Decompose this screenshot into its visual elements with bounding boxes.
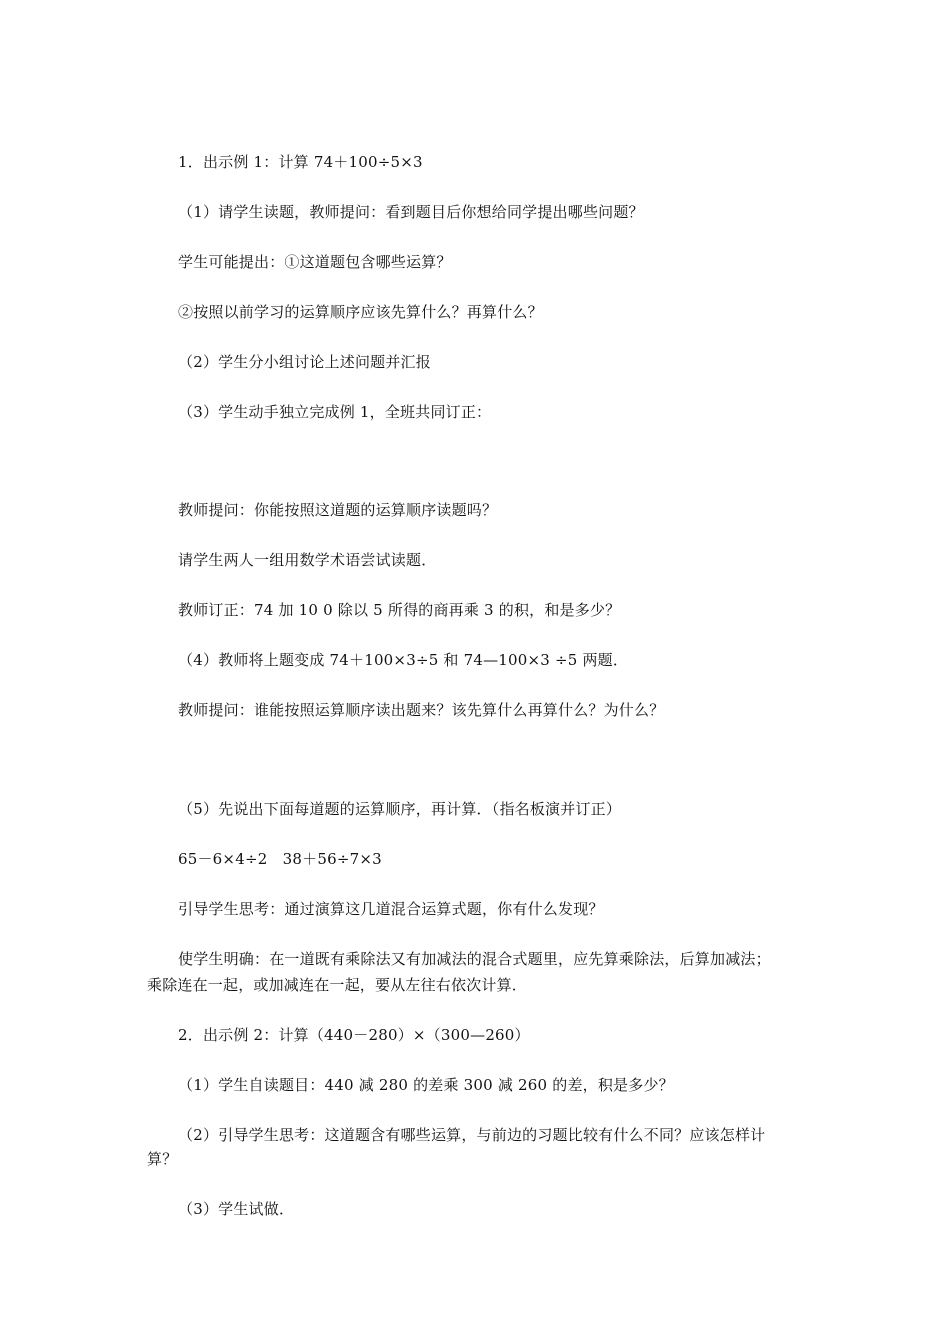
- teacher-question-1: 教师提问：你能按照这道题的运算顺序读题吗？: [178, 501, 498, 519]
- teacher-question-2: 教师提问：谁能按照运算顺序读出题来？该先算什么再算什么？为什么？: [178, 701, 665, 719]
- student-question-1: 学生可能提出：①这道题包含哪些运算？: [178, 253, 452, 271]
- example-2-step-2-line-1: （2）引导学生思考：这道题含有哪些运算，与前边的习题比较有什么不同？应该怎样计: [178, 1126, 766, 1144]
- pair-reading-instruction: 请学生两人一组用数学术语尝试读题．: [178, 551, 437, 569]
- step-3-text: （3）学生动手独立完成例 1，全班共同订正：: [178, 403, 492, 421]
- step-1-text: （1）请学生读题，教师提问：看到题目后你想给同学提出哪些问题？: [178, 203, 644, 221]
- student-question-2: ②按照以前学习的运算顺序应该先算什么？再算什么？: [178, 303, 543, 321]
- teacher-correction: 教师订正：74 加 10 0 除以 5 所得的商再乘 3 的积，和是多少？: [178, 601, 621, 619]
- rule-statement-line-1: 使学生明确：在一道既有乘除法又有加减法的混合式题里，应先算乘除法，后算加减法；: [178, 950, 771, 968]
- example-1-heading: 1．出示例 1：计算 74＋100÷5×3: [178, 153, 423, 171]
- example-2-step-3: （3）学生试做．: [178, 1200, 295, 1218]
- guided-thinking-text: 引导学生思考：通过演算这几道混合运算式题，你有什么发现？: [178, 900, 604, 918]
- example-2-step-2-line-2: 算？: [147, 1150, 178, 1168]
- example-2-heading: 2．出示例 2：计算（440－280）×（300—260）: [178, 1026, 530, 1044]
- example-2-step-1: （1）学生自读题目：440 减 280 的差乘 300 减 260 的差，积是多少？: [178, 1076, 674, 1094]
- step-5-text: （5）先说出下面每道题的运算顺序，再计算．（指名板演并订正）: [178, 800, 622, 818]
- rule-statement-line-2: 乘除连在一起，或加减连在一起，要从左往右依次计算．: [147, 976, 528, 994]
- step-2-text: （2）学生分小组讨论上述问题并汇报: [178, 353, 431, 371]
- step-4-text: （4）教师将上题变成 74＋100×3÷5 和 74—100×3 ÷5 两题．: [178, 651, 629, 669]
- practice-expressions: 65－6×4÷2 38＋56÷7×3: [178, 850, 382, 868]
